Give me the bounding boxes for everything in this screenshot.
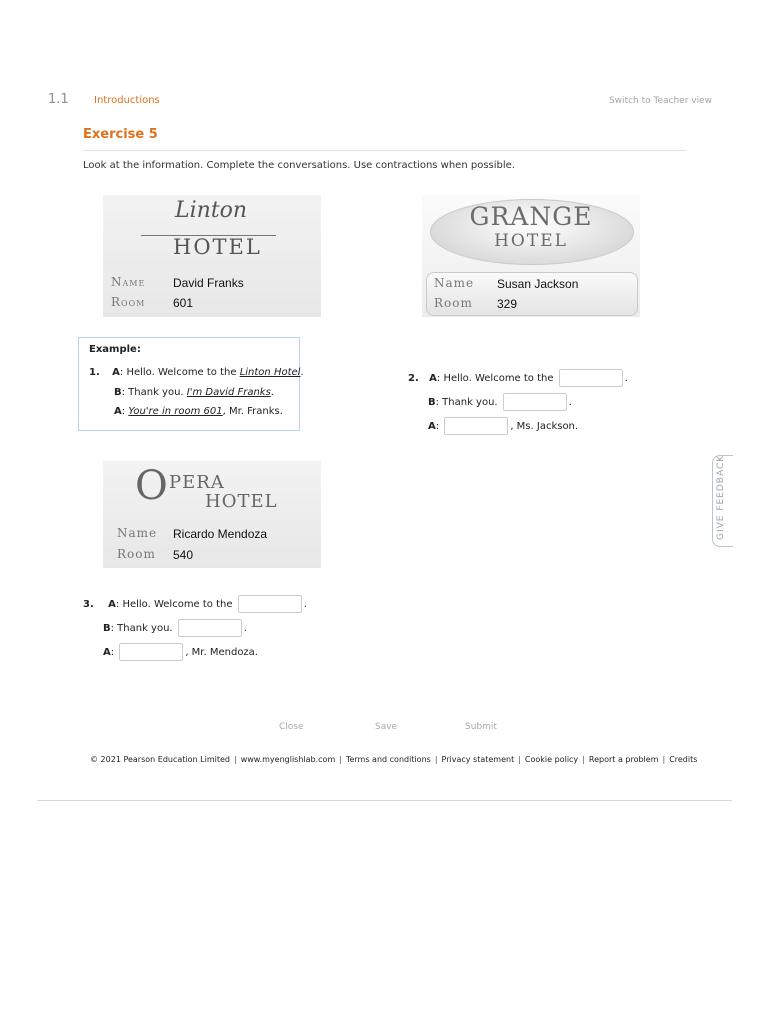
name-label: Name (434, 276, 475, 290)
opera-logo-pera: PERA (169, 472, 225, 493)
guest-name: Susan Jackson (497, 277, 579, 291)
example-line-b: B: Thank you. I'm David Franks. (114, 387, 274, 398)
name-label: Name (117, 526, 158, 540)
room-number: 329 (497, 297, 518, 311)
speaker-a: A (103, 647, 111, 658)
line-text: : Thank you. (121, 387, 187, 398)
unit-number: 1.1 (48, 92, 69, 107)
speaker-a: A (108, 599, 116, 610)
example-label: Example: (89, 344, 141, 355)
q3-hotel-input[interactable] (238, 595, 302, 613)
q3-name-input[interactable] (178, 619, 242, 637)
footer: © 2021 Pearson Education Limited | www.myenglishlab.com | Terms and conditions | Privacy statement | Cookie policy | Report a problem | Credits (90, 755, 698, 764)
exercise-title: Exercise 5 (83, 127, 158, 142)
exercise-instructions: Look at the information. Complete the conversations. Use contractions when possible. (83, 160, 515, 171)
line-text: , Mr. Franks. (222, 406, 283, 417)
footer-link-report[interactable]: Report a problem (588, 755, 659, 764)
example-number: 1. (89, 367, 100, 378)
grange-logo-word: GRANGE (469, 202, 593, 231)
q2-hotel-input[interactable] (559, 369, 623, 387)
grange-logo-hotel: HOTEL (494, 231, 568, 251)
room-number: 601 (173, 296, 194, 310)
q3-line-b: B: Thank you. . (103, 619, 247, 637)
example-answer: You're in room 601 (128, 406, 223, 417)
example-box (78, 337, 304, 431)
q2-room-input[interactable] (444, 417, 508, 435)
speaker-a: A (428, 421, 436, 432)
linton-logo-hotel: HOTEL (173, 235, 262, 259)
submit-button[interactable]: Submit (465, 722, 497, 732)
speaker-b: B (114, 387, 122, 398)
q2-name-input[interactable] (503, 393, 567, 411)
title-divider (83, 150, 686, 151)
room-number: 540 (173, 548, 194, 562)
footer-link-credits[interactable]: Credits (669, 755, 698, 764)
example-line-a2: A: You're in room 601, Mr. Franks. (114, 406, 283, 417)
footer-link-terms[interactable]: Terms and conditions (345, 755, 431, 764)
question-number: 3. (83, 599, 94, 610)
speaker-a: A (114, 406, 122, 417)
opera-logo-hotel: HOTEL (205, 491, 278, 512)
close-button[interactable]: Close (279, 722, 304, 732)
opera-logo-o: O (135, 463, 168, 509)
q3-line-a1: 3. A: Hello. Welcome to the . (83, 595, 307, 613)
footer-link-privacy[interactable]: Privacy statement (441, 755, 515, 764)
speaker-a: A (112, 367, 120, 378)
switch-teacher-view-link[interactable]: Switch to Teacher view (608, 96, 712, 106)
q3-room-input[interactable] (119, 643, 183, 661)
bottom-divider (37, 800, 732, 801)
line-text: : Hello. Welcome to the (119, 367, 240, 378)
example-answer: I'm David Franks (186, 387, 271, 398)
q2-line-a1: 2. A: Hello. Welcome to the . (408, 369, 628, 387)
room-label: Room (434, 296, 473, 310)
room-label: Room (117, 547, 156, 561)
name-label: Name (111, 275, 146, 289)
opera-hotel-card (103, 461, 321, 568)
grange-hotel-card (422, 195, 640, 317)
room-label: Room (111, 295, 146, 309)
speaker-a: A (429, 373, 437, 384)
linton-logo-script: Linton (175, 198, 248, 223)
linton-hotel-card (103, 195, 321, 317)
guest-name: David Franks (173, 276, 244, 290)
unit-title: Introductions (94, 95, 160, 106)
copyright: © 2021 Pearson Education Limited (90, 755, 230, 764)
give-feedback-label: GIVE FEEDBACK (716, 454, 726, 540)
q2-line-b: B: Thank you. . (428, 393, 572, 411)
guest-name: Ricardo Mendoza (173, 527, 268, 541)
save-button[interactable]: Save (375, 722, 398, 732)
footer-link-site[interactable]: www.myenglishlab.com (240, 755, 336, 764)
q2-line-a2: A: , Ms. Jackson. (428, 417, 578, 435)
question-number: 2. (408, 373, 419, 384)
give-feedback-tab[interactable] (712, 455, 733, 547)
speaker-b: B (103, 623, 111, 634)
q3-line-a2: A: , Mr. Mendoza. (103, 643, 258, 661)
speaker-b: B (428, 397, 436, 408)
footer-link-cookie[interactable]: Cookie policy (524, 755, 579, 764)
example-answer: Linton Hotel (239, 367, 301, 378)
example-line-a1: 1. A: Hello. Welcome to the Linton Hotel. (89, 367, 304, 378)
